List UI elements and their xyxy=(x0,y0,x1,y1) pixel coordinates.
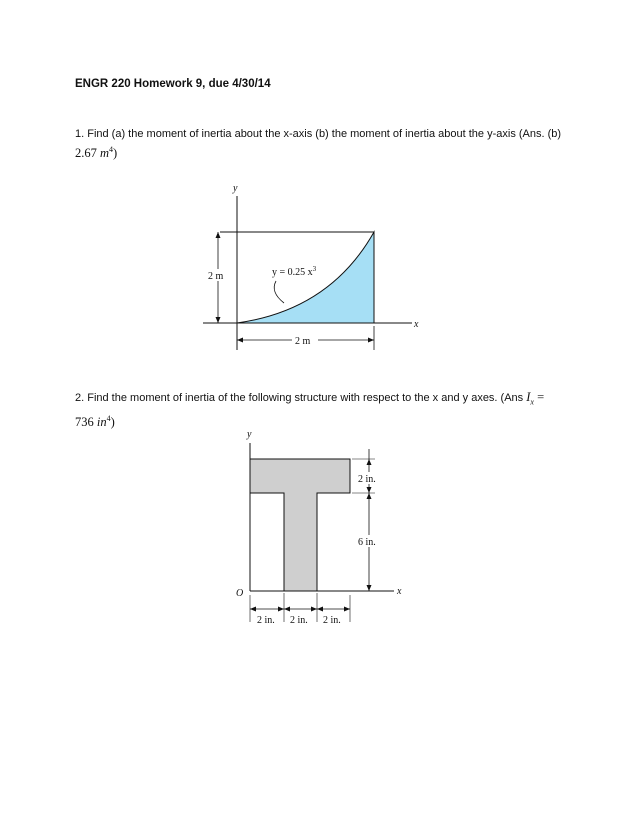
web-arrow-bottom xyxy=(367,585,372,591)
height-label: 2 m xyxy=(208,271,224,282)
origin-label: O xyxy=(236,588,244,599)
bottom-dim-label-1: 2 in. xyxy=(257,615,275,626)
web-arrow-top xyxy=(367,493,372,499)
problem-1-answer-unit: m xyxy=(100,146,110,161)
height-arrow-bottom xyxy=(216,317,221,323)
problem-1-answer-value: 2.67 xyxy=(75,146,97,161)
bottom-arrow-4 xyxy=(344,607,350,612)
problem-1-statement xyxy=(75,126,565,162)
problem-2-figure xyxy=(0,425,638,635)
curve-label xyxy=(272,265,317,278)
problem-2-answer-lhs xyxy=(526,390,545,407)
problem-2-answer-sub: x xyxy=(530,397,534,407)
flange-arrow-top xyxy=(367,459,372,465)
width-label: 2 m xyxy=(295,336,311,347)
problem-2-answer-close: ) xyxy=(110,414,115,429)
bottom-dim-label-2: 2 in. xyxy=(290,615,308,626)
web-height-dim-label: 6 in. xyxy=(358,537,376,548)
y-axis-label: y xyxy=(233,183,238,194)
problem-1-answer-exp: 4 xyxy=(109,145,114,154)
problem-2-answer-eq: = xyxy=(537,390,545,404)
problem-2-answer-value: 736 xyxy=(75,414,94,429)
problem-1-answer-close: ) xyxy=(113,146,118,161)
flange-arrow-bottom xyxy=(367,487,372,493)
problem-1-figure xyxy=(0,175,638,355)
x-axis-label: x xyxy=(397,586,402,597)
problem-2-answer-unit: in xyxy=(96,414,107,429)
x-axis-label: x xyxy=(414,319,419,330)
width-arrow-left xyxy=(237,338,243,343)
curve-label-exp: 3 xyxy=(312,265,317,273)
curve-leader xyxy=(274,281,284,303)
t-section xyxy=(250,459,350,591)
width-arrow-right xyxy=(368,338,374,343)
problem-2-answer-exp: 4 xyxy=(106,413,111,423)
problem-1-text: 1. Find (a) the moment of inertia about the x-axis (b) the moment of inertia about the y-axis (Ans. (b) xyxy=(75,128,562,140)
problem-2-answer-symbol: I xyxy=(526,390,531,404)
page-title: ENGR 220 Homework 9, due 4/30/14 xyxy=(75,78,271,90)
height-arrow-top xyxy=(216,232,221,238)
problem-2-text: 2. Find the moment of inertia of the following structure with respect to the x and y axes. (Ans xyxy=(75,392,524,404)
y-axis-label: y xyxy=(247,429,252,440)
problem-1-answer xyxy=(75,146,117,160)
flange-dim-label: 2 in. xyxy=(358,474,376,485)
bottom-dim-label-3: 2 in. xyxy=(323,615,341,626)
bottom-arrow-1 xyxy=(250,607,256,612)
curve-label-text: y = 0.25 x xyxy=(272,267,313,278)
